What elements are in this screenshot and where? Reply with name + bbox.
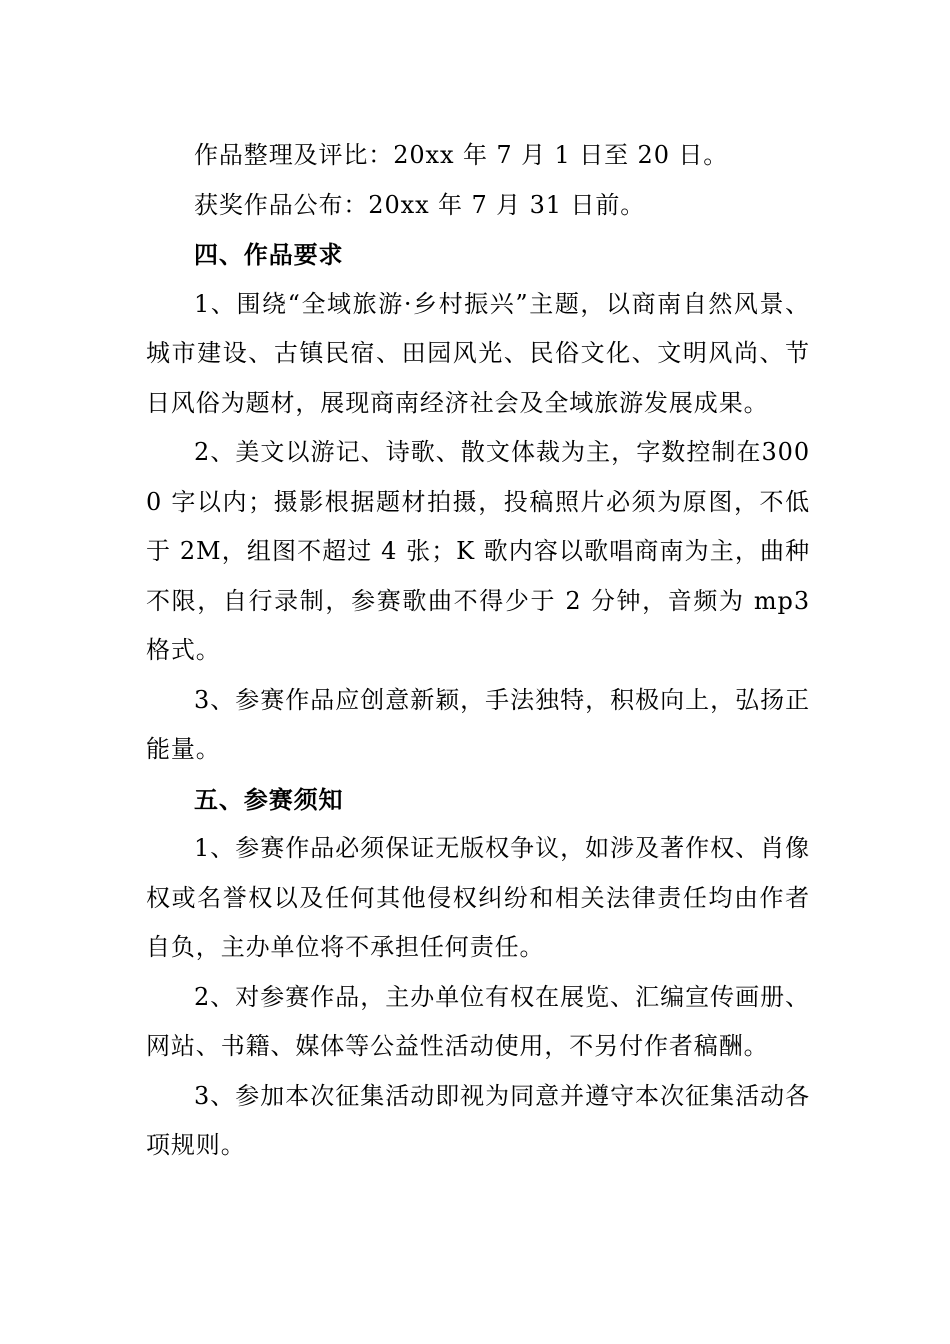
requirement-item-1: 1、围绕“全域旅游·乡村振兴”主题，以商南自然风景、城市建设、古镇民宿、田园风光、民俗文化、文明风尚、节日风俗为题材，展现商南经济社会及全域旅游发展成果。 bbox=[146, 289, 810, 417]
requirement-item-2: 2、美文以游记、诗歌、散文体裁为主，字数控制在3000 字以内；摄影根据题材拍摄，投稿照片必须为原图，不低于 2M，组图不超过 4 张；K 歌内容以歌唱商南为主，曲种不限，自行录制，参赛歌曲不得少于 2 分钟，音频为 mp3格式。 bbox=[146, 438, 810, 664]
schedule-evaluation: 作品整理及评比：20xx 年 7 月 1 日至 20 日。 bbox=[194, 141, 729, 169]
notice-item-1: 1、参赛作品必须保证无版权争议，如涉及著作权、肖像权或名誉权以及任何其他侵权纠纷和相关法律责任均由作者自负，主办单位将不承担任何责任。 bbox=[146, 834, 810, 961]
notice-item-2: 2、对参赛作品，主办单位有权在展览、汇编宣传画册、网站、书籍、媒体等公益性活动使用，不另付作者稿酬。 bbox=[146, 982, 810, 1060]
notice-item-3: 3、参加本次征集活动即视为同意并遵守本次征集活动各项规则。 bbox=[146, 1081, 810, 1159]
section-heading-requirements: 四、作品要求 bbox=[194, 240, 344, 269]
document-page bbox=[146, 131, 810, 1171]
requirement-item-3: 3、参赛作品应创意新颖，手法独特，积极向上，弘扬正能量。 bbox=[146, 685, 810, 763]
schedule-announcement: 获奖作品公布：20xx 年 7 月 31 日前。 bbox=[194, 190, 646, 219]
section-heading-notice: 五、参赛须知 bbox=[194, 784, 344, 814]
